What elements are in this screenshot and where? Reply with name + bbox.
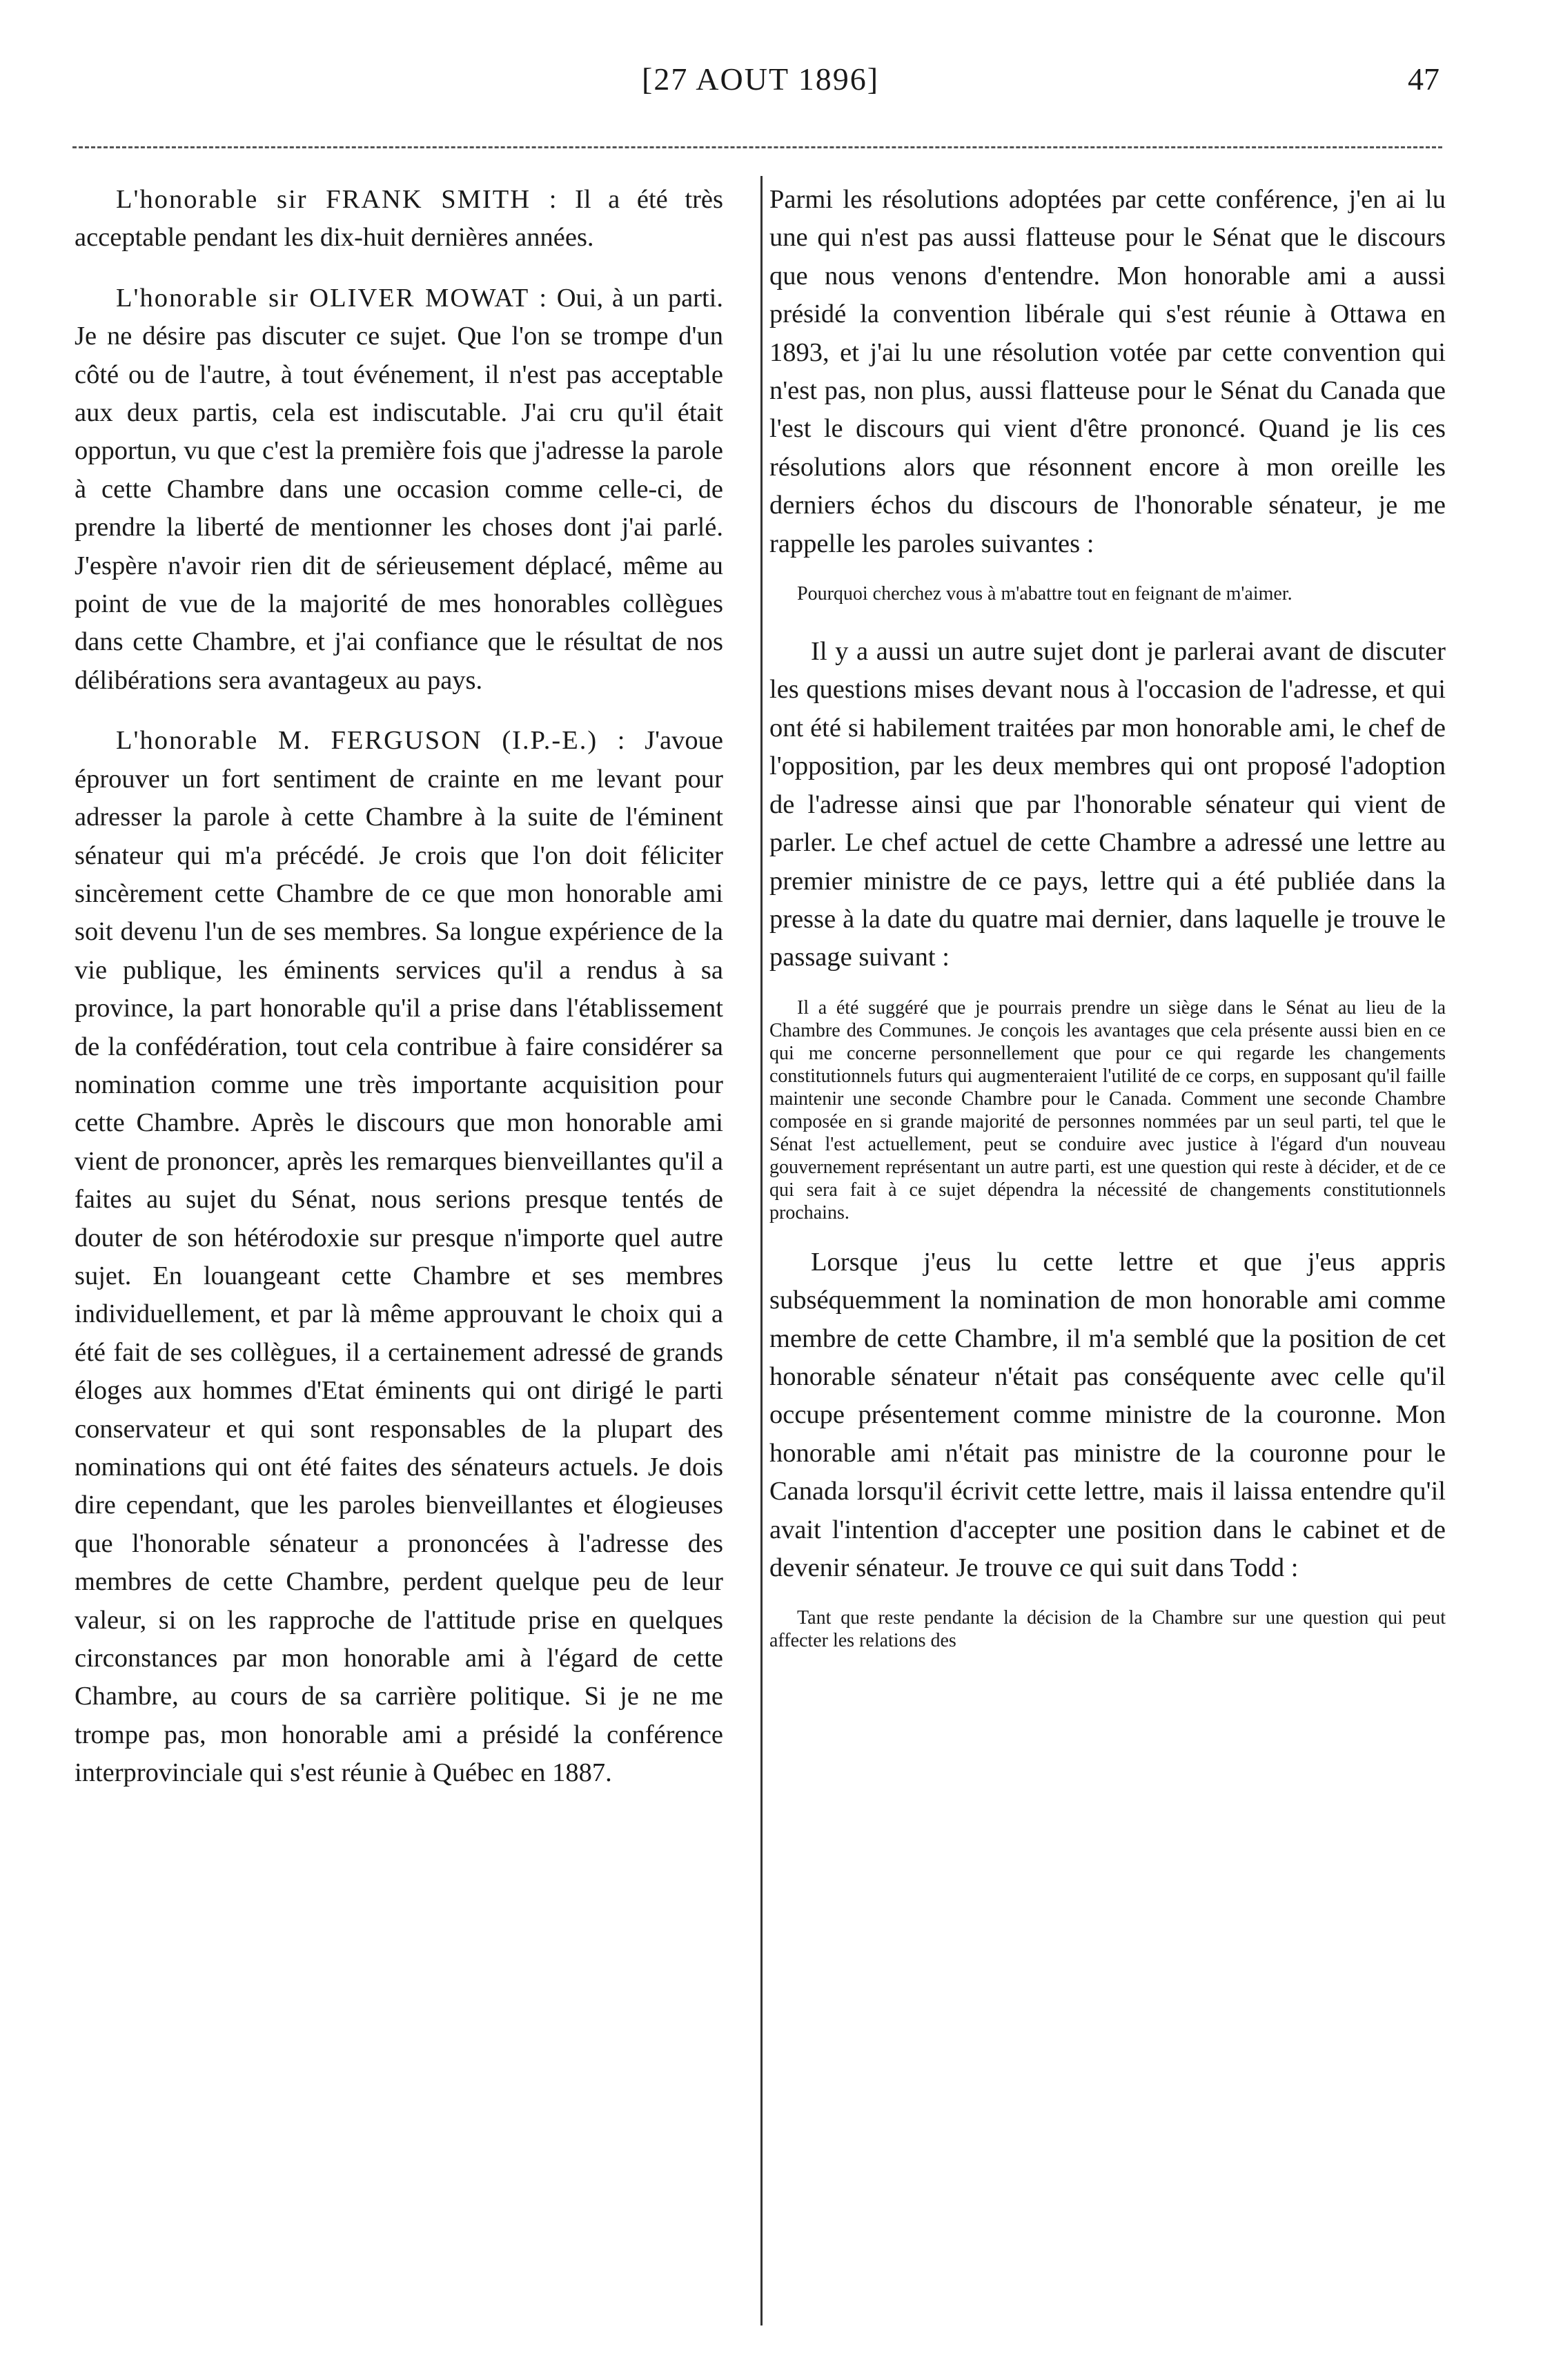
header-date: [27 AOUT 1896] <box>642 61 880 97</box>
running-header <box>0 61 1543 109</box>
page-number: 47 <box>1408 61 1439 97</box>
paragraph: Il y a aussi un autre sujet dont je parlerai avant de discuter les questions mises devant nous à l'occasion de l'adresse, et qui ont été si habilement traitées par mon honorable ami, le chef de l'opposition, par les deux membres qui ont proposé l'adoption de l'adresse ainsi que par l'honorable sénateur qui vient de parler. Le chef actuel de cette Chambre a adressé une lettre au premier ministre de ce pays, lettre qui a été publiée dans la presse à la date du quatre mai dernier, dans laquelle je trouve le passage suivant : <box>769 637 1446 972</box>
speech-text: Oui, à un parti. Je ne désire pas discuter ce sujet. Que l'on se trompe d'un côté ou de l'autre, à tout événement, il n'est pas acceptable aux deux partis, cela est indiscutable. J'ai cru qu'il était opportun, vu que c'est la première fois que j'adresse la parole à cette Chambre dans une occasion comme celle-ci, de prendre la liberté de mentionner les choses dont j'ai parlé. J'espère n'avoir rien dit de sérieusement déplacé, même au point de vue de la majorité de mes honorables collègues dans cette Chambre, et j'ai confiance que le résultat de nos délibérations sera avantageux au pays. <box>75 283 723 695</box>
column-divider <box>760 176 763 2325</box>
speech-smith <box>75 181 723 257</box>
block-quote: Pourquoi cherchez vous à m'abattre tout en feignant de m'aimer. <box>797 583 1293 605</box>
speech-ferguson <box>75 722 723 1792</box>
header-rule <box>72 146 1442 148</box>
speech-mowat <box>75 279 723 700</box>
paragraph: Parmi les résolutions adoptées par cette conférence, j'en ai lu une qui n'est pas aussi flatteuse pour le Sénat que le discours que nous venons d'entendre. Mon honorable ami a aussi présidé la convention libérale qui s'est réunie à Ottawa en 1893, et j'ai lu une résolution votée par cette convention qui n'est pas, non plus, aussi flatteuse pour le Sénat du Canada que l'est le discours qui vient d'être prononcé. Quand je lis ces résolutions alors que résonnent encore à mon oreille les derniers échos du discours de l'honorable sénateur, je me rappelle les paroles suivantes : <box>769 185 1446 558</box>
speaker-name: L'honorable sir FRANK SMITH : <box>116 185 558 214</box>
left-column <box>75 181 723 1793</box>
speaker-name: L'honorable sir OLIVER MOWAT : <box>116 283 549 313</box>
paragraph: Lorsque j'eus lu cette lettre et que j'eus appris subséquemment la nomination de mon honorable ami comme membre de cette Chambre, il m'a semblé que la position de cet honorable sénateur n'était pas conséquente avec celle qu'il occupe présentement comme ministre de la couronne. Mon honorable ami n'était pas ministre de la couronne pour le Canada lorsqu'il écrivit cette lettre, mais il laissa entendre qu'il avait l'intention d'accepter une position dans le cabinet et de devenir sénateur. Je trouve ce qui suit dans Todd : <box>769 1247 1446 1582</box>
right-column <box>769 181 1446 1671</box>
block-quote: Il a été suggéré que je pourrais prendre un siège dans le Sénat au lieu de la Chambre des Communes. Je conçois les avantages que cela présente aussi bien en ce qui me concerne personnellement que pour ce qui regarde les changements constitutionnels futurs qui augmenteraient l'utilité de ce corps, en supposant qu'il faille maintenir une seconde Chambre pour le Canada. Comment une seconde Chambre composée en si grande majorité de personnes nommées par un seul parti, tel que le Sénat l'est actuellement, peut se conduire avec justice à l'égard d'un nouveau gouvernement représentant un autre parti, est une question qui reste à décider, et de ce qui sera fait à ce sujet dépendra la nécessité de changements constitutionnels prochains. <box>769 996 1446 1223</box>
speaker-name: L'honorable M. FERGUSON (I.P.-E.) : <box>116 726 627 756</box>
speech-text: Il a été très acceptable pendant les dix-huit dernières années. <box>75 185 723 253</box>
block-quote: Tant que reste pendante la décision de la Chambre sur une question qui peut affecter les relations des <box>769 1607 1446 1652</box>
speech-text: J'avoue éprouver un fort sentiment de crainte en me levant pour adresser la parole à cette Chambre à la suite de l'éminent sénateur qui m'a précédé. Je crois que l'on doit féliciter sincèrement cette Chambre de ce que mon honorable ami soit devenu l'un de ses membres. Sa longue expérience de la vie publique, les éminents services qu'il a rendus à sa province, la part honorable qu'il a prise dans l'établissement de la confédération, tout cela contribue à faire considérer sa nomination comme une très importante acquisition pour cette Chambre. Après le discours que mon honorable ami vient de prononcer, après les remarques bienveillantes qu'il a faites au sujet du Sénat, nous serions presque tentés de douter de son hétérodoxie sur presque n'importe quel autre sujet. En louangeant cette Chambre et ses membres individuellement, et par là même approuvant le choix qui a été fait de ses collègues, il a certainement adressé de grands éloges aux hommes d'Etat éminents qui ont dirigé le parti conservateur et qui sont responsables de la plupart des nominations qui ont été faites des sénateurs actuels. Je dois dire cependant, que les paroles bienveillantes et élogieuses que l'honorable sénateur a prononcées à l'adresse des membres de cette Chambre, perdent quelque peu de leur valeur, si on les rapproche de l'attitude prise en quelques circonstances par mon honorable ami à l'égard de cette Chambre, au cours de sa carrière politique. Si je ne me trompe pas, mon honorable ami a présidé la conférence interprovinciale qui s'est réunie à Québec en 1887. <box>75 726 723 1788</box>
